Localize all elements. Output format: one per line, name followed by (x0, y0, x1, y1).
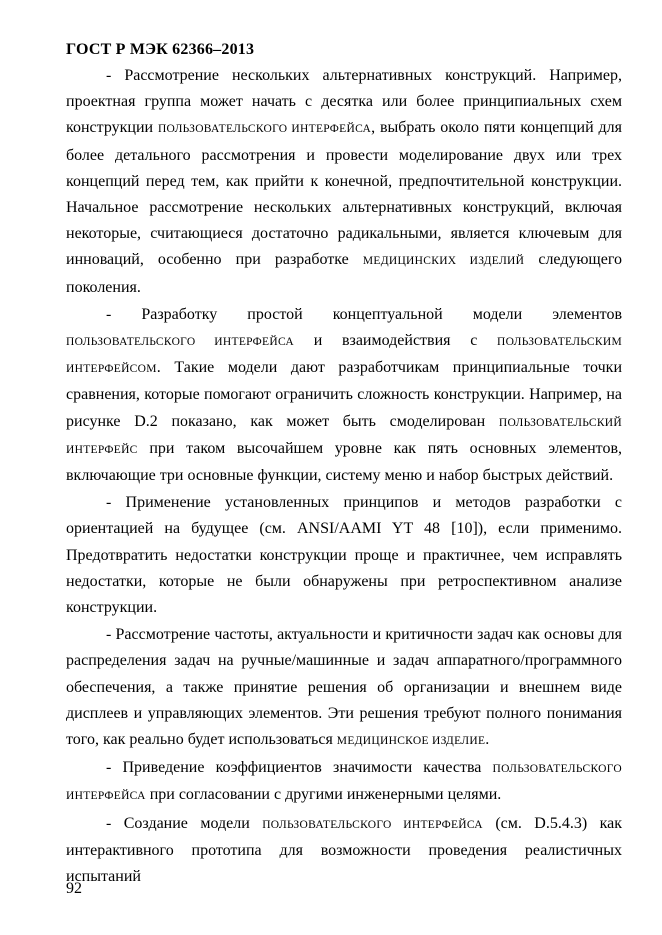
text-run: - Создание модели (106, 814, 263, 832)
text-run: при согласовании с другими инженерными целями. (145, 786, 502, 804)
text-run: - Рассмотрение частоты, актуальности и критичности задач как основы для распределения задач на ручные/машинные и задач аппаратного/программного обеспечения, а также принятие решения об организации и внешнем виде дисплеев и управляющих элементов. Эти решения требуют полного понимания того, как реально будет использоваться (66, 626, 622, 749)
text-run: - Рассмотрение нескольких альтернативных конструкций. Например, проектная группа может начать с десятка или более принципиальных схем конструкции (66, 67, 622, 137)
text-run: , выбрать около пяти концепций для более детального рассмотрения и провести моделирование двух или трех концепций перед тем, как прийти к конечной, предпочтительной конструкции. Начальное рассмотрение нескольких альтернативных конструкций, включая некоторые, считающиеся достаточно радикальными, является ключевым для инноваций, особенно при разработке (66, 119, 622, 269)
page-number: 92 (66, 880, 82, 897)
term-smallcaps: МЕДИЦИНСКОЕ ИЗДЕЛИЕ (336, 735, 486, 748)
text-run: . (485, 731, 490, 749)
term-smallcaps: МЕДИЦИНСКИХ ИЗДЕЛИЙ (362, 255, 525, 268)
term-smallcaps: ПОЛЬЗОВАТЕЛЬСКИЙ ИНТЕРФЕЙС (66, 416, 622, 456)
text-run: - Приведение коэффициентов значимости качества (106, 759, 493, 777)
paragraph (66, 811, 622, 891)
term-smallcaps: ПОЛЬЗОВАТЕЛЬСКОГО ИНТЕРФЕЙСА (66, 336, 294, 349)
term-smallcaps: ПОЛЬЗОВАТЕЛЬСКОГО ИНТЕРФЕЙСА (66, 763, 622, 803)
paragraph (66, 63, 622, 301)
text-run: при таком высочайшем уровне как пять основных элементов, включающие три основные функции, систему меню и набор быстрых действий. (66, 439, 622, 485)
text-run: - Разработку простой концептуальной модели элементов (106, 305, 622, 323)
text-run: (см. D.5.4.3) как интерактивного прототипа для возможности проведения реалистичных испытаний (66, 814, 623, 886)
text-run: следующего поколения. (66, 251, 622, 296)
text-run: - Применение установленных принципов и методов разработки с ориентацией на будущее (см. ANSI/AAMI YT 48 [10]), если применимо. Предотвратить недостатки конструкции проще и практичнее, чем исправлять недостатки, которые не были обнаружены при ретроспективном анализе конструкции. (66, 494, 622, 617)
document-body (66, 63, 622, 891)
document-header: ГОСТ Р МЭК 62366–2013 (66, 41, 255, 58)
term-smallcaps: ПОЛЬЗОВАТЕЛЬСКОГО ИНТЕРФЕЙСА (262, 818, 483, 831)
term-smallcaps: ПОЛЬЗОВАТЕЛЬСКИМ ИНТЕРФЕЙСОМ (66, 336, 622, 376)
paragraph (66, 490, 622, 621)
paragraph (66, 755, 622, 809)
term-smallcaps: ПОЛЬЗОВАТЕЛЬСКОГО ИНТЕРФЕЙСА (157, 123, 372, 136)
text-run: . Такие модели дают разработчикам принципиальные точки сравнения, которые помогают ограничить сложность конструкции. Например, на рисунке D.2 показано, как может быть смоделирован (66, 359, 622, 430)
paragraph (66, 302, 622, 489)
paragraph (66, 622, 622, 754)
text-run: и взаимодействия с (294, 332, 497, 350)
